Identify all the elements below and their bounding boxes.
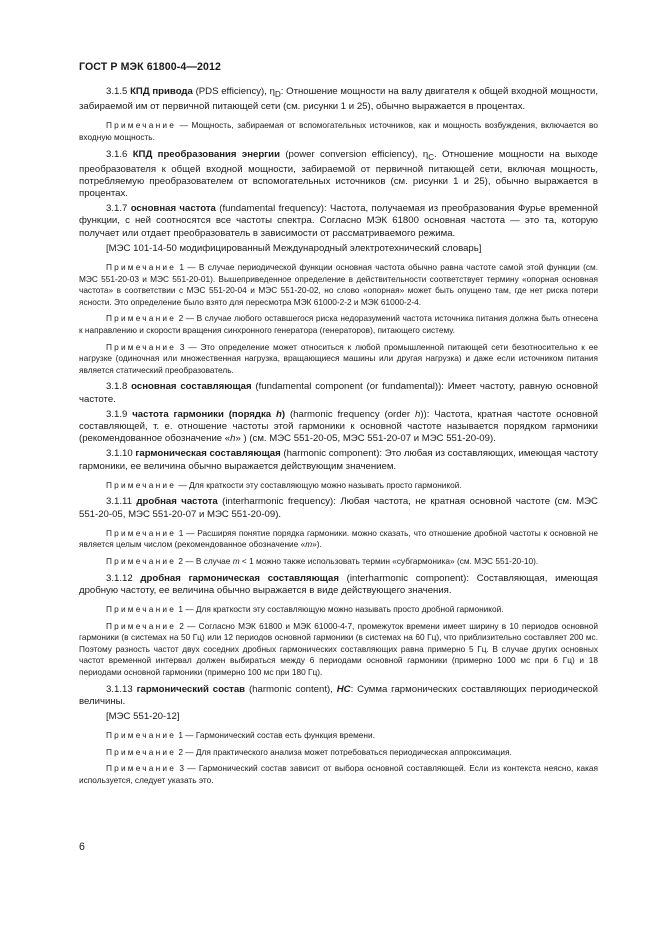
note-3-1-12-2: Примечание 2 — Согласно МЭК 61800 и МЭК 61000-4-7, промежуток времени имеет ширину в 10 периодов основной гармоники (в системах на 50 Гц) или 12 периодов основной гармоники (в системах на 60 Гц), что приблизительно составляет 200 мс. Поэтому разность частот двух соседних дробных гармонических составляющих равна примерно 5 Гц. В случае других основных частот временной интервал должен выбираться между 6 периодами основной гармоники (примерно 1000 мс при 6 Гц) и 18 периодами основной гармоники (примерно 100 мс при 180 Гц). xyxy=(79,620,598,677)
note-3-1-5: Примечание — Мощность, забираемая от вспомогательных источников, как и мощность возбуждения, включается во входную мощность. xyxy=(79,120,598,142)
note-3-1-13-2: Примечание 2 — Для практического анализа может потребоваться периодическая аппроксимация. xyxy=(106,746,512,757)
note-3-1-12-1: Примечание 1 — Для краткости эту составляющую можно называть просто дробной гармоникой. xyxy=(106,603,504,614)
term-3-1-11: 3.1.11 дробная частота (interharmonic frequency): Любая частота, не кратная основной частоте (см. МЭС 551-20-05, МЭС 551-20-07 и МЭС 551-20-09). xyxy=(79,496,598,520)
term-3-1-12: 3.1.12 дробная гармоническая составляющая (interharmonic component): Составляющая, имеющая дробную частоту, ее величина обычно выражается в виде действующего значения. xyxy=(79,572,598,596)
page-number: 6 xyxy=(79,841,85,853)
note-3-1-11-1: Примечание 1 — Расширяя понятие порядка гармоники. можно сказать, что отношение дробной частоты к основной не является целым числом (рекомендованное обозначение «m»). xyxy=(79,527,598,550)
term-3-1-13: 3.1.13 гармонический состав (harmonic content), HC: Сумма гармонических составляющих периодической величины. xyxy=(79,683,598,707)
term-3-1-6: 3.1.6 КПД преобразования энергии (power conversion efficiency), $\eta_C$. Отношение мощности на выходе преобразователя к общей входной мощности, забираемой от первичной питающей сети, включая мощность, потребляемую преобразователем от вспомогательных источников (см. рисунки 1 и 25), обычно выражается в процентах. xyxy=(79,148,598,200)
note-3-1-7-3: Примечание 3 — Это определение может относиться к любой промышленной питающей сети безотносительно к ее нагрузке (одиночная или множественная нагрузка, вращающиеся машины или другая нагрузка) и даже если источником питания является статический преобразователь. xyxy=(79,341,598,375)
note-3-1-7-1: Примечание 1 — В случае периодической функции основная частота обычно равна частоте самой этой функции (см. МЭС 551-20-03 и МЭС 551-20-01). Вышеприведенное определение в действительности соответствует термину «опорная основная частота» в соответствии с МЭС 551-20-04 и МЭС 551-20-02, но слово «опорная» может быть опущено там, где нет риска потери ясности. Это определение было взято для пересмотра МЭК 61000-2-2 и МЭК 61000-2-4. xyxy=(79,262,598,307)
note-3-1-10: Примечание — Для краткости эту составляющую можно называть просто гармоникой. xyxy=(106,479,462,490)
note-3-1-13-3: Примечание 3 — Гармонический состав зависит от выбора основной составляющей. Если из контекста неясно, какая используется, следует указать это. xyxy=(79,763,598,785)
note-3-1-13-1: Примечание 1 — Гармонический состав есть функция времени. xyxy=(106,730,375,741)
term-3-1-8: 3.1.8 основная составляющая (fundamental component (or fundamental)): Имеет частоту, равную основной частоте. xyxy=(79,381,598,405)
term-3-1-7: 3.1.7 основная частота (fundamental frequency): Частота, получаемая из преобразования Фурье временной функции, с ней соотносятся все частоты спектра. Согласно МЭК 61800 основная частота — это та, которую получает или отдает преобразователь в зависимости от рассматриваемого режима. xyxy=(79,203,598,239)
note-3-1-11-2: Примечание 2 — В случае m < 1 можно также использовать термин «субгармоника» (см. МЭС 551-20-10). xyxy=(106,555,539,566)
term-3-1-5: 3.1.5 КПД привода (PDS efficiency), $\eta_D$: Отношение мощности на валу двигателя к общей входной мощности, забираемой им от первичной питающей сети (см. рисунки 1 и 25), обычно выражается в процентах. xyxy=(79,86,598,113)
reference-3-1-13: [МЭС 551-20-12] xyxy=(106,710,180,722)
term-3-1-10: 3.1.10 гармоническая составляющая (harmonic component): Это любая из составляющих, имеющая частоту гармоники, ее величина обычно выражается действующим значением. xyxy=(79,448,598,472)
note-3-1-7-2: Примечание 2 — В случае любого оставшегося риска недоразумений частота источника питания должна быть отнесена к направлению и скорости вращения синхронного генератора (генераторов), питающего систему. xyxy=(79,313,598,335)
term-3-1-9: 3.1.9 частота гармоники (порядка h) (harmonic frequency (order h)): Частота, кратная частоте основной составляющей, т. е. отношение частоты этой гармоники к основной частоте называется порядком гармоники (рекомендованное обозначение «h» ) (см. МЭС 551-20-05, МЭС 551-20-07 и МЭС 551-20-09). xyxy=(79,408,598,445)
document-header: ГОСТ Р МЭК 61800-4—2012 xyxy=(79,61,222,73)
document-body xyxy=(79,86,598,792)
reference-3-1-7: [МЭС 101-14-50 модифицированный Международный электротехнический словарь] xyxy=(106,242,482,254)
